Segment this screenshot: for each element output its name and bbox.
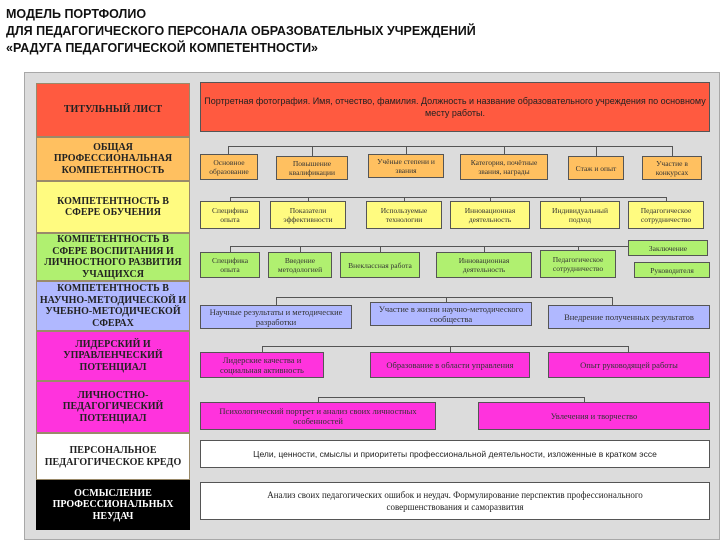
box-extracurricular: Внеклассная работа <box>340 252 420 278</box>
title-line-1: МОДЕЛЬ ПОРТФОЛИО <box>6 7 147 21</box>
section-personal-potential: ЛИЧНОСТНО-ПЕДАГОГИЧЕСКИЙ ПОТЕНЦИАЛ <box>36 381 190 433</box>
box-scientific-results: Научные результаты и методические разработки <box>200 305 352 329</box>
section-upbringing-competence: КОМПЕТЕНТНОСТЬ В СФЕРЕ ВОСПИТАНИЯ И ЛИЧНОСТНОГО РАЗВИТИЯ УЧАЩИХСЯ <box>36 233 190 281</box>
box-category-awards: Категория, почётные звания, награды <box>460 154 548 180</box>
connector-line <box>276 297 277 305</box>
box-efficiency-indicators: Показатели эффективности <box>270 201 346 229</box>
box-teaching-specifics: Специфика опыта <box>200 201 260 229</box>
box-basic-education: Основное образование <box>200 154 258 180</box>
box-psychological-portrait: Психологический портрет и анализ своих личностных особенностей <box>200 402 436 430</box>
box-degrees-titles: Учёные степени и звания <box>368 154 444 178</box>
box-credo-essay: Цели, ценности, смыслы и приоритеты профессиональной деятельности, изложенные в кратком эссе <box>200 440 710 468</box>
connector-line <box>504 146 505 154</box>
section-leadership-potential: ЛИДЕРСКИЙ И УПРАВЛЕНЧЕСКИЙ ПОТЕНЦИАЛ <box>36 331 190 381</box>
connector-line <box>596 146 597 156</box>
box-community-participation: Участие в жизни научно-методического сообщества <box>370 302 532 326</box>
section-reflection: ОСМЫСЛЕНИЕ ПРОФЕССИОНАЛЬНЫХ НЕУДАЧ <box>36 480 190 530</box>
connector-line <box>612 297 613 305</box>
box-technologies-used: Используемые технологии <box>366 201 442 229</box>
box-hobbies-creativity: Увлечения и творчество <box>478 402 710 430</box>
box-management-education: Образование в области управления <box>370 352 530 378</box>
connector-line <box>230 246 680 247</box>
box-innovation-upbringing: Инновационная деятельность <box>436 252 532 278</box>
connector-line <box>230 197 666 198</box>
section-title-sheet: ТИТУЛЬНЫЙ ЛИСТ <box>36 83 190 137</box>
title-line-3: «РАДУГА ПЕДАГОГИЧЕСКОЙ КОМПЕТЕНТНОСТИ» <box>6 41 318 55</box>
connector-line <box>228 146 229 154</box>
box-cooperation-upbringing: Педагогическое сотрудничество <box>540 250 616 278</box>
box-innovation-teaching: Инновационная деятельность <box>450 201 530 229</box>
section-general-competence: ОБЩАЯ ПРОФЕССИОНАЛЬНАЯ КОМПЕТЕНТНОСТЬ <box>36 137 190 181</box>
section-methodical-competence: КОМПЕТЕНТНОСТЬ В НАУЧНО-МЕТОДИЧЕСКОЙ И УЧЕБНО-МЕТОДИЧЕСКОЙ СФЕРАХ <box>36 281 190 331</box>
box-contests: Участие в конкурсах <box>642 156 702 180</box>
connector-line <box>262 346 628 347</box>
connector-line <box>228 146 672 147</box>
connector-line <box>312 146 313 156</box>
connector-line <box>276 297 612 298</box>
connector-line <box>406 146 407 154</box>
box-individual-approach: Индивидуальный подход <box>540 201 620 229</box>
title-line-2: ДЛЯ ПЕДАГОГИЧЕСКОГО ПЕРСОНАЛА ОБРАЗОВАТЕЛЬНЫХ УЧРЕЖДЕНИЙ <box>6 24 476 38</box>
box-qualification-upgrade: Повышение квалификации <box>276 156 348 180</box>
box-leadership-experience: Опыт руководящей работы <box>548 352 710 378</box>
connector-line <box>318 397 584 398</box>
section-personal-credo: ПЕРСОНАЛЬНОЕ ПЕДАГОГИЧЕСКОЕ КРЕДО <box>36 433 190 480</box>
box-methodology: Введение методологией <box>268 252 332 278</box>
box-conclusion: Заключение <box>628 240 708 256</box>
box-upbringing-specifics: Специфика опыта <box>200 252 260 278</box>
connector-line <box>672 146 673 156</box>
box-portrait-info: Портретная фотография. Имя, отчество, фамилия. Должность и название образовательного учреждения по основному месту работы. <box>200 82 710 132</box>
box-failures-analysis: Анализ своих педагогических ошибок и неудач. Формулирование перспектив профессионального совершенствования и саморазвития <box>200 482 710 520</box>
section-teaching-competence: КОМПЕТЕНТНОСТЬ В СФЕРЕ ОБУЧЕНИЯ <box>36 181 190 233</box>
box-leadership-qualities: Лидерские качества и социальная активность <box>200 352 324 378</box>
box-experience: Стаж и опыт <box>568 156 624 180</box>
page-title <box>6 6 714 57</box>
box-supervisor: Руководителя <box>634 262 710 278</box>
box-cooperation-teaching: Педагогическое сотрудничество <box>628 201 704 229</box>
box-results-implementation: Внедрение полученных результатов <box>548 305 710 329</box>
